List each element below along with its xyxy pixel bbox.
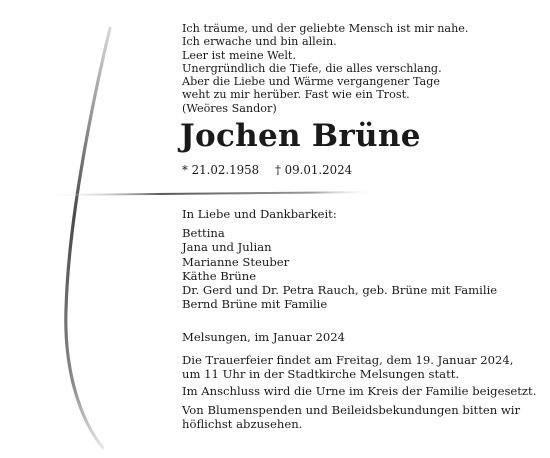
poem-line: Unergründlich die Tiefe, die alles verschlang. [182, 61, 442, 75]
poem-author: (Weöres Sandor) [182, 101, 277, 115]
list-item: Dr. Gerd und Dr. Petra Rauch, geb. Brüne mit Familie [182, 283, 498, 298]
poem-line: Leer ist meine Welt. [182, 48, 296, 62]
deceased-name: Jochen Brüne [180, 118, 421, 154]
funeral-notice [182, 353, 513, 382]
list-item: Käthe Brüne [182, 268, 257, 283]
mourners-list [182, 226, 497, 312]
list-item: Marianne Steuber [182, 254, 290, 269]
place-date: Melsungen, im Januar 2024 [182, 330, 345, 344]
list-item: Bettina [182, 226, 225, 240]
notice-line: um 11 Uhr in der Stadtkirche Melsungen statt. [182, 367, 460, 382]
notice-line: höflichst abzusehen. [182, 417, 303, 432]
poem [182, 22, 522, 115]
poem-line: Ich träume, und der geliebte Mensch ist mir nahe. [182, 22, 469, 35]
list-item: Jana und Julian [182, 240, 272, 255]
urn-notice: Im Anschluss wird die Urne im Kreis der Familie beigesetzt. [182, 384, 537, 398]
notice-line: Von Blumenspenden und Beileidsbekundungen bitten wir [182, 403, 521, 417]
poem-line: weht zu mir herüber. Fast wie ein Trost. [182, 88, 410, 102]
poem-line: Ich erwache und bin allein. [182, 35, 337, 49]
notice-line: Die Trauerfeier findet am Freitag, dem 19. Januar 2024, [182, 353, 514, 367]
flowers-notice [182, 403, 520, 432]
death-date: † 09.01.2024 [275, 163, 353, 177]
list-item: Bernd Brüne mit Familie [182, 297, 328, 312]
poem-line: Aber die Liebe und Wärme vergangener Tage [182, 75, 440, 89]
mourners-intro: In Liebe und Dankbarkeit: [182, 207, 337, 221]
birth-date: * 21.02.1958 [182, 163, 260, 177]
